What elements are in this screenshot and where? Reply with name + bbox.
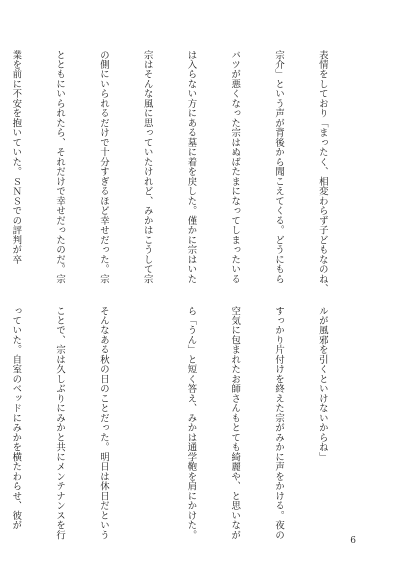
lower-text-block bbox=[10, 306, 358, 540]
paragraph-gap bbox=[139, 306, 154, 534]
text-column: の側にいられるだけで十分すぎるほど幸せだった。宗 bbox=[97, 50, 109, 284]
text-column: とともにいられたら、それだけで幸せだったのだ。宗 bbox=[54, 50, 66, 284]
text-column: 宗介」という声が背後から聞こえてくる。どうにもら bbox=[273, 50, 285, 284]
text-column: すっかり片付けを終えた宗がみかに声をかける。夜の bbox=[273, 306, 285, 540]
text-column: 空気に包まれたお師さんもとても綺麗や、と思いなが bbox=[229, 306, 241, 540]
text-column: ルが風邪を引くといけないからね」 bbox=[316, 306, 328, 462]
text-column: そんなある秋の日のことだった。明日は休日だという bbox=[97, 306, 109, 540]
text-column: っていた。自室のベッドにみかを横たわらせ、彼が bbox=[10, 306, 22, 531]
page-number: 6 bbox=[350, 536, 356, 546]
text-column: ら「うん」と短く答え、みかは通学鞄を肩にかけた。 bbox=[185, 306, 197, 540]
upper-text-block bbox=[10, 50, 358, 294]
text-column: バツが悪くなった宗はぬばたまになってしまったいる bbox=[229, 50, 241, 284]
text-column: ことで、宗は久しぶりにみかと共にメンテナンスを行 bbox=[54, 306, 66, 540]
text-column: 業を前に不安を抱いていた。ＳＮＳでの評判が卒 bbox=[10, 50, 22, 265]
text-column: 宗はそんな風に思っていたけれど、みかはこうして宗 bbox=[141, 50, 153, 284]
text-column: 表情をしており「まったく、相変わらず子どもなのね、 bbox=[316, 50, 328, 294]
text-column: は入らない方にある墓に着を戻した。僅かに宗はいた bbox=[185, 50, 197, 284]
